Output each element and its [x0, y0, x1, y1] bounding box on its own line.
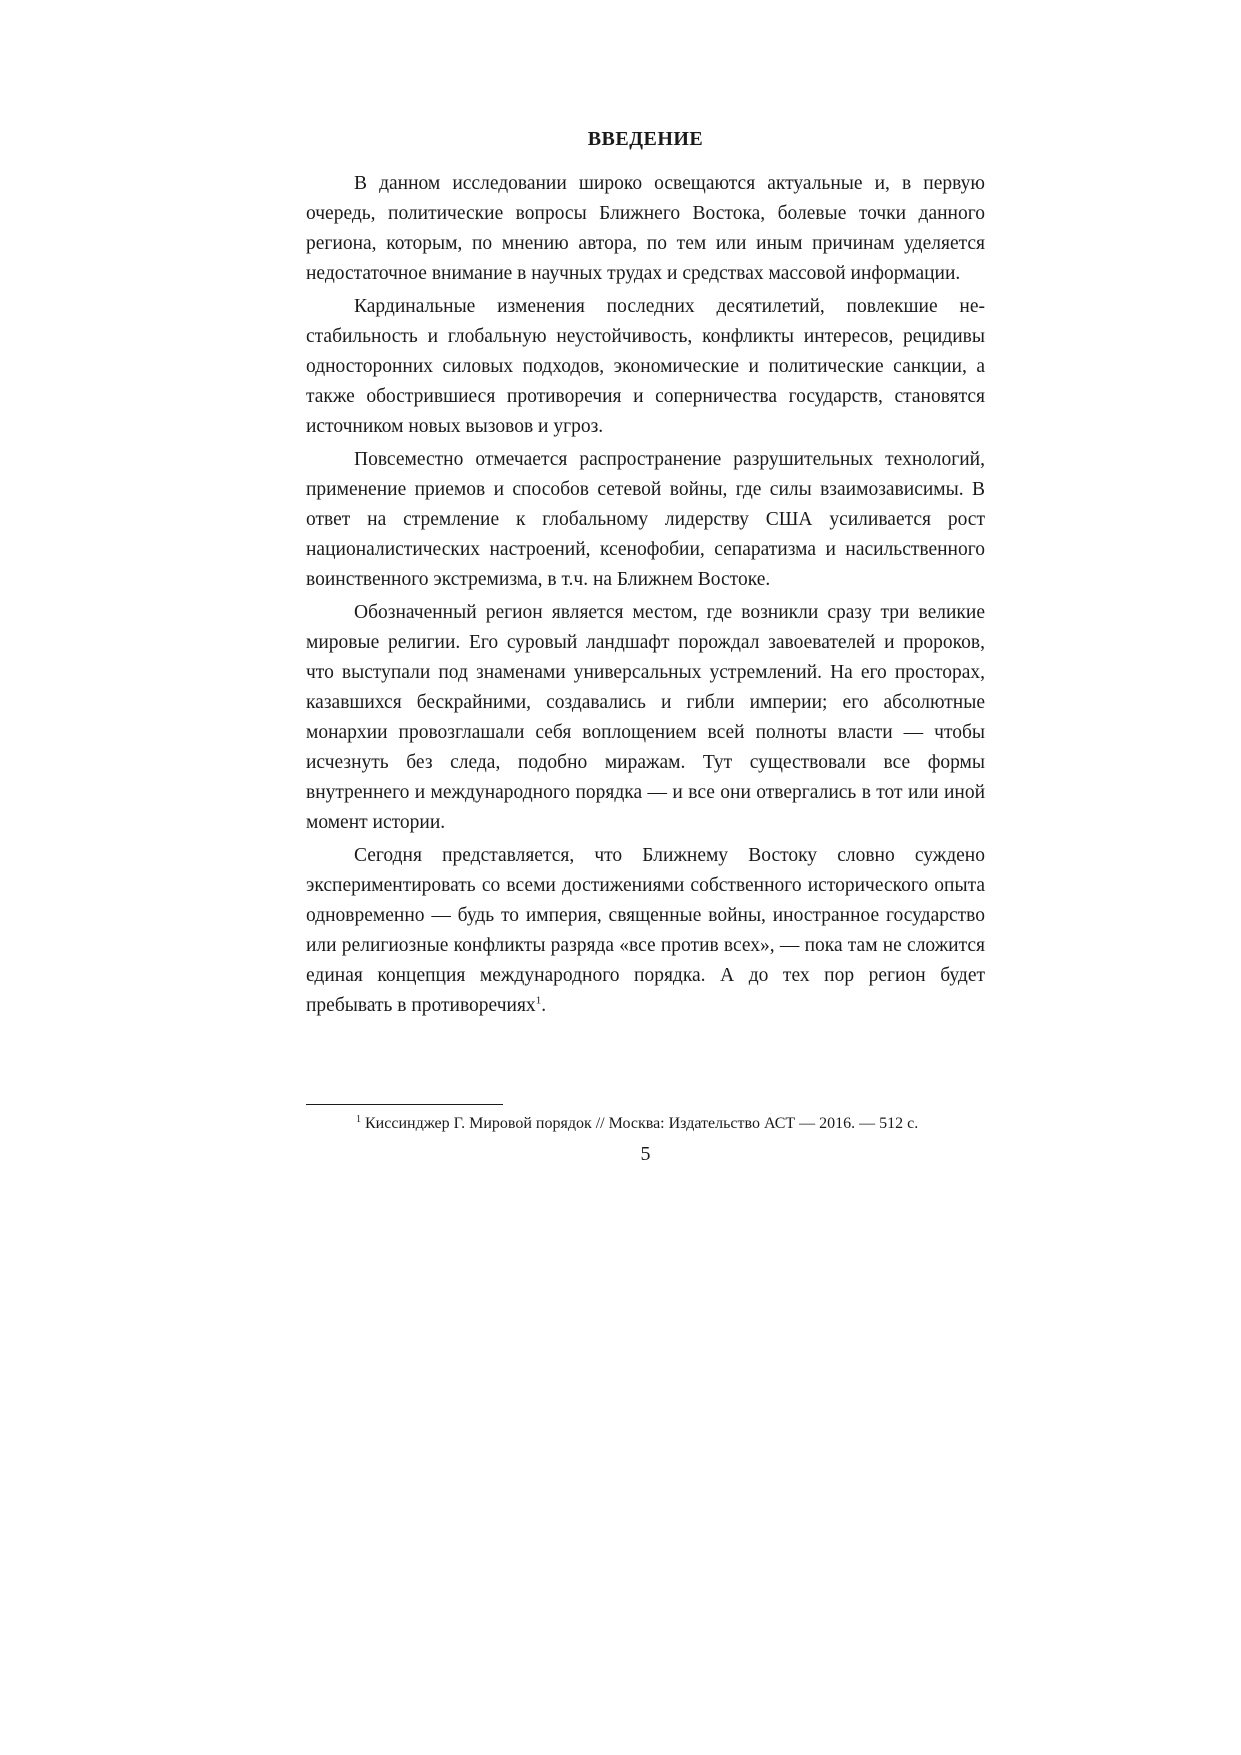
- page-body: [306, 125, 985, 1021]
- paragraph-5-tail: .: [541, 995, 547, 1016]
- paragraph-2: Кардинальные изменения последних десятилетий, повлекшие нестабильность и глобальную неустойчивость, конфликты интересов, рецидивы односторонних силовых подходов, экономические и политические санкции, а также обострившиеся противоречия и соперничества государств, становятся источником новых вызовов и угроз.: [306, 296, 985, 437]
- paragraph-5: [306, 841, 985, 1021]
- paragraph-4: Обозначенный регион является местом, где возникли сразу три великие мировые религии. Его суровый ландшафт порождал завоевателей и пророков, что выступали под знаменами универсальных устремлений. На его просторах, казавшихся бескрайними, создавались и гибли империи; его абсолютные монархии провозглашали себя воплощением всей полноты власти — чтобы исчезнуть без следа, подобно миражам. Тут существовали все формы внутреннего и международного порядка — и все они отвергались в тот или иной момент истории.: [306, 602, 985, 833]
- page-title: ВВЕДЕНИЕ: [587, 128, 704, 150]
- footnote: [356, 1113, 988, 1135]
- footnote-text: Киссинджер Г. Мировой порядок // Москва: Издательство АСТ — 2016. — 512 с.: [365, 1115, 919, 1132]
- paragraph-3: Повсеместно отмечается распространение разрушительных технологий, применение приемов и способов сетевой войны, где силы взаимозависимы. В ответ на стремление к глобальному лидерству США усиливается рост националистических настроений, ксенофобии, сепаратизма и насильственного воинственного экстремизма, в т.ч. на Ближнем Востоке.: [306, 449, 985, 590]
- footnote-marker: 1: [356, 1113, 361, 1125]
- paragraph-5-text: Сегодня представляется, что Ближнему Востоку словно суждено экспериментировать со всеми достижениями собственного исторического опыта одновременно — будь то империя, священные войны, иностранное государство или религиозные конфликты разряда «все против всех», — пока там не сложится единая концепция международного порядка. А до тех пор регион будет пребывать в противоречиях: [306, 845, 985, 1016]
- page-number: 5: [640, 1143, 651, 1165]
- paragraph-1: В данном исследовании широко освещаются актуальные и, в первую очередь, политические вопросы Ближнего Востока, болевые точки данного региона, которым, по мнению автора, по тем или иным причинам уделяется недостаточное внимание в научных трудах и средствах массовой информации.: [306, 173, 985, 284]
- footnote-divider: [306, 1104, 503, 1105]
- footnote-reference[interactable]: 1: [535, 994, 542, 1007]
